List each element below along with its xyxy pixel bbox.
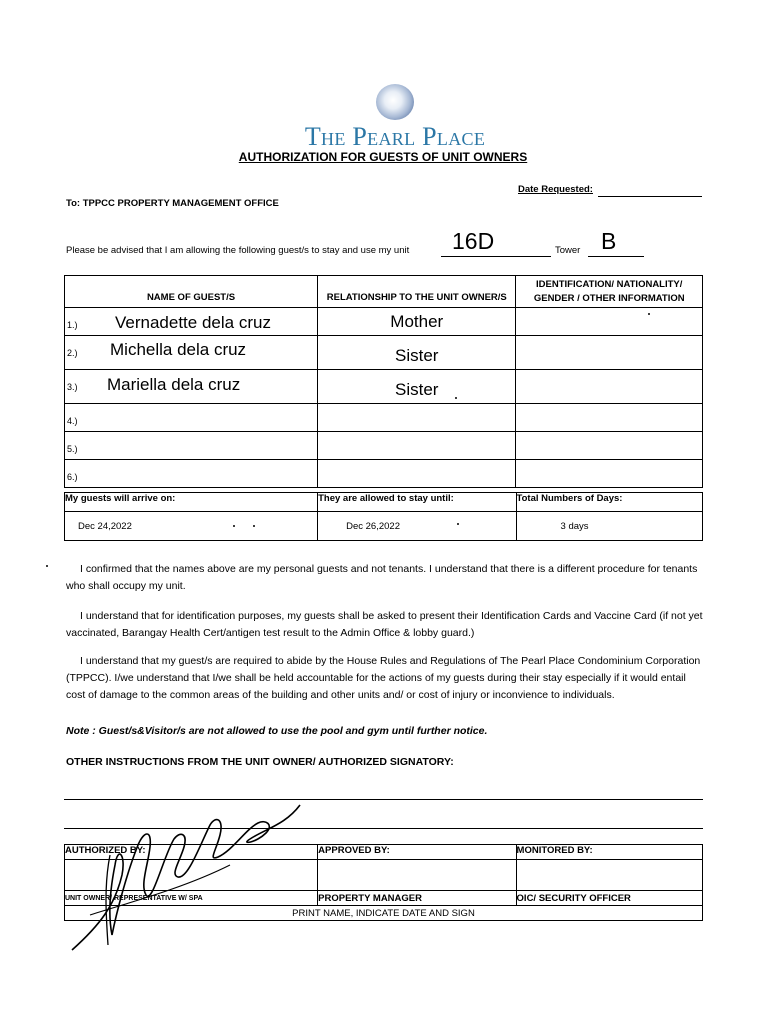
until-value[interactable]: Dec 26,2022 [318,512,516,541]
until-label: They are allowed to stay until: [318,493,516,512]
document-title: AUTHORIZATION FOR GUESTS OF UNIT OWNERS [238,150,528,164]
stay-table [64,492,703,541]
guest-table-header [65,276,703,308]
guest-relationship[interactable] [318,432,516,460]
paragraph-identification [66,608,706,642]
tower-line [588,256,644,257]
guest-relationship[interactable]: Sister [318,370,516,404]
advise-text: Please be advised that I am allowing the following guest/s to stay and use my unit [66,245,410,256]
unit-line [441,256,551,257]
guest-info[interactable] [516,370,703,404]
date-requested-label: Date Requested: [518,184,593,195]
pearl-logo-icon [376,84,414,120]
guest-info[interactable] [516,432,703,460]
guest-relationship[interactable] [318,404,516,432]
guest-name-cell[interactable] [65,432,318,460]
scan-speck [455,397,457,399]
guest-name-cell[interactable] [65,370,318,404]
approved-by-label: APPROVED BY: [318,845,516,860]
guest-name-cell[interactable] [65,404,318,432]
guest-name-cell[interactable] [65,460,318,488]
tower-value: B [601,228,617,254]
guest-info[interactable] [516,404,703,432]
row-number: 6.) [67,472,78,482]
table-row [65,460,703,488]
row-number: 4.) [67,416,78,426]
pool-gym-note: Note : Guest/s&Visitor/s are not allowed to use the pool and gym until further notice. [66,725,488,737]
table-row [65,370,703,404]
scan-speck [233,525,235,527]
header-name: NAME OF GUEST/S [65,276,318,308]
guest-info[interactable] [516,308,703,336]
row-number: 2.) [67,348,78,358]
logo-wordmark: The Pearl Place [304,122,486,151]
guest-name-cell[interactable] [65,336,318,370]
days-value[interactable]: 3 days [516,512,702,541]
monitored-by-label: MONITORED BY: [516,845,702,860]
guest-name: Mariella dela cruz [107,375,241,394]
scan-speck [648,313,650,315]
guest-name: Vernadette dela cruz [115,313,271,332]
handwritten-signature [60,795,320,960]
date-requested-line [598,196,702,197]
header-relationship: RELATIONSHIP TO THE UNIT OWNER/S [318,276,516,308]
approved-signature-box[interactable] [318,860,516,891]
to-line: To: TPPCC PROPERTY MANAGEMENT OFFICE [66,198,279,209]
table-row [65,404,703,432]
paragraph-text: I understand that for identification purposes, my guests shall be asked to present their Identification Cards and Vaccine Card (if not yet vaccinated, Barangay Health Cert/antigen test result to the Admin Office & lobby guard.) [66,610,703,639]
guest-relationship[interactable] [318,460,516,488]
property-manager-label: PROPERTY MANAGER [318,891,516,906]
paragraph-house-rules [66,653,706,704]
paragraph-text: I confirmed that the names above are my personal guests and not tenants. I understand that there is a different procedure for tenants who shall occupy my unit. [66,563,698,592]
oic-label: OIC/ SECURITY OFFICER [516,891,702,906]
header-info: IDENTIFICATION/ NATIONALITY/ GENDER / OTHER INFORMATION [516,276,703,308]
row-number: 3.) [67,382,78,392]
arrive-label: My guests will arrive on: [65,493,318,512]
guest-info[interactable] [516,460,703,488]
guest-info[interactable] [516,336,703,370]
paragraph-text: I understand that my guest/s are required to abide by the House Rules and Regulations of The Pearl Place Condominium Corporation (TPPCC). I/we understand that I/we shall be held accountable for the actions of my guests during their stay especially if it would entail cost of damage to the common areas of the building and other units and/ or cost of injury or inconvience to individuals. [66,655,701,701]
scan-speck [46,565,48,567]
guest-name-cell[interactable] [65,308,318,336]
unit-owner-label: UNIT OWNER/ REPRESENTATIVE W/ SPA [65,891,318,906]
scan-speck [253,525,255,527]
tower-label: Tower [555,245,581,256]
other-instructions-label: OTHER INSTRUCTIONS FROM THE UNIT OWNER/ AUTHORIZED SIGNATORY: [66,756,454,768]
row-number: 1.) [67,320,78,330]
monitored-signature-box[interactable] [516,860,702,891]
guest-table [64,275,703,488]
authorized-by-label: AUTHORIZED BY: [65,845,318,860]
paragraph-confirm [66,561,706,595]
guest-relationship[interactable]: Sister [318,336,516,370]
unit-value: 16D [452,228,495,254]
arrive-value[interactable]: Dec 24,2022 [65,512,318,541]
print-name-note: PRINT NAME, INDICATE DATE AND SIGN [65,906,703,921]
days-label: Total Numbers of Days: [516,493,702,512]
table-row [65,308,703,336]
scan-speck [457,523,459,525]
guest-relationship[interactable]: Mother [318,308,516,336]
guest-name: Michella dela cruz [110,340,247,359]
table-row [65,432,703,460]
row-number: 5.) [67,444,78,454]
table-row [65,336,703,370]
